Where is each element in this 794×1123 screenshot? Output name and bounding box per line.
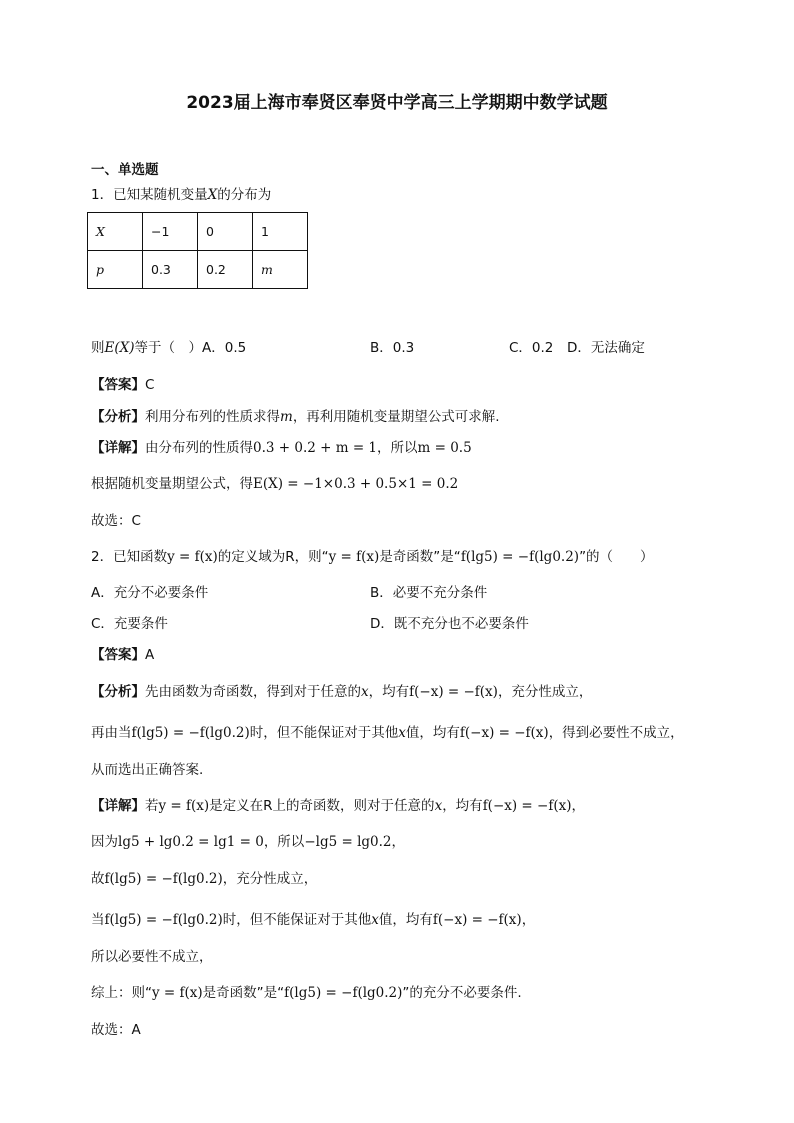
q1-analysis-var: m bbox=[280, 409, 293, 425]
q2-d4-math2: f(−x) = −f(x) bbox=[432, 912, 522, 928]
q2-d6-pre: 综上：则“ bbox=[91, 985, 152, 1001]
q2-a1-var: x bbox=[361, 684, 369, 700]
q2-d3-pre: 故 bbox=[91, 871, 105, 887]
q2-d6-post: ”的充分不必要条件. bbox=[402, 985, 522, 1001]
q2-stem-m1: y = f(x) bbox=[167, 549, 218, 565]
page-title: 2023届上海市奉贤区奉贤中学高三上学期期中数学试题 bbox=[186, 93, 608, 113]
q1-choose: 故选：C bbox=[91, 513, 141, 529]
q1-prompt-post: 等于（ ）A．0.5 bbox=[134, 340, 247, 356]
q2-detail-line4 bbox=[91, 910, 535, 930]
q1-prompt-math: E(X) bbox=[104, 340, 135, 356]
q2-d2-post: ， bbox=[391, 834, 405, 850]
q1-stem-post: 的分布为 bbox=[217, 187, 272, 203]
q2-stem-t3: ”的（ ） bbox=[579, 549, 654, 565]
table-cell: 0.2 bbox=[198, 251, 253, 289]
q1-line2-pre: 根据随机变量期望公式，得 bbox=[91, 476, 253, 492]
q2-a1-pre: 先由函数为奇函数，得到对于任意的 bbox=[145, 684, 361, 700]
q2-d2-math1: lg5 + lg0.2 = lg1 = 0 bbox=[118, 834, 264, 850]
detail-tag: 【详解】 bbox=[91, 798, 145, 814]
q2-d6-math2: f(lg5) = −f(lg0.2) bbox=[284, 985, 403, 1001]
q2-d4-var: x bbox=[371, 912, 379, 928]
q2-stem bbox=[91, 547, 654, 567]
q2-d2-math2: −lg5 = lg0.2 bbox=[304, 834, 392, 850]
q2-d1-pre: 若 bbox=[145, 798, 159, 814]
q2-d3-math: f(lg5) = −f(lg0.2) bbox=[104, 871, 223, 887]
q2-d1-math2: f(−x) = −f(x) bbox=[482, 798, 572, 814]
q1-detail-mid: ，所以 bbox=[377, 440, 418, 456]
q2-detail-line6 bbox=[91, 983, 522, 1003]
q2-d1-mid2: ，均有 bbox=[442, 798, 483, 814]
q2-stem-m2: y = f(x) bbox=[328, 549, 380, 565]
q2-answer bbox=[91, 645, 154, 665]
q1-analysis-pre: 利用分布列的性质求得 bbox=[145, 409, 280, 425]
q1-stem-pre: 1．已知某随机变量 bbox=[91, 187, 208, 203]
table-cell: 0 bbox=[198, 213, 253, 251]
q1-detail-math1: 0.3 + 0.2 + m = 1 bbox=[253, 440, 378, 456]
q1-stem bbox=[91, 185, 271, 205]
q2-d1-post: ， bbox=[571, 798, 585, 814]
q1-option-c: C．0.2 bbox=[509, 340, 554, 356]
q2-option-d: D．既不充分也不必要条件 bbox=[370, 616, 529, 632]
q2-choose: 故选：A bbox=[91, 1022, 141, 1038]
q2-a2-pre: 再由当 bbox=[91, 725, 132, 741]
table-cell: m bbox=[253, 251, 308, 289]
q2-stem-m3: f(lg5) = −f(lg0.2) bbox=[460, 549, 580, 565]
q2-detail-line3 bbox=[91, 869, 317, 889]
q1-answer-value: C bbox=[145, 377, 155, 393]
q2-detail-line1 bbox=[91, 796, 585, 816]
q1-detail bbox=[91, 438, 472, 458]
q2-analysis-line3: 从而选出正确答案. bbox=[91, 762, 204, 778]
q2-stem-t2: 是奇函数”是“ bbox=[379, 549, 461, 565]
q1-answer bbox=[91, 375, 154, 395]
distribution-table bbox=[87, 212, 308, 289]
q2-option-c: C．充要条件 bbox=[91, 616, 168, 632]
q2-a2-var: x bbox=[398, 725, 406, 741]
table-cell: 0.3 bbox=[143, 251, 198, 289]
q2-d2-pre: 因为 bbox=[91, 834, 118, 850]
q2-d2-mid: ，所以 bbox=[263, 834, 305, 850]
q2-stem-t1: 的定义域为R，则“ bbox=[217, 549, 329, 565]
q1-prompt bbox=[91, 338, 246, 358]
q1-detail-pre: 由分布列的性质得 bbox=[145, 440, 253, 456]
q2-option-a: A．充分不必要条件 bbox=[91, 585, 209, 601]
q2-option-b: B．必要不充分条件 bbox=[370, 585, 488, 601]
q2-answer-value: A bbox=[145, 647, 155, 663]
q2-d6-math1: y = f(x) bbox=[152, 985, 203, 1001]
q1-detail-math2: m = 0.5 bbox=[417, 440, 472, 456]
table-row bbox=[88, 251, 308, 289]
q2-d4-mid2: 值，均有 bbox=[378, 912, 433, 928]
q2-stem-pre: 2．已知函数 bbox=[91, 549, 168, 565]
analysis-tag: 【分析】 bbox=[91, 409, 145, 425]
q1-option-b: B．0.3 bbox=[370, 340, 415, 356]
q2-d1-math: y = f(x) bbox=[158, 798, 210, 814]
table-row bbox=[88, 213, 308, 251]
q1-detail-line2 bbox=[91, 474, 458, 494]
q2-detail-line5: 所以必要性不成立， bbox=[91, 949, 213, 965]
q2-analysis-line2 bbox=[91, 723, 684, 743]
q1-line2-math: E(X) = −1×0.3 + 0.5×1 = 0.2 bbox=[253, 476, 459, 492]
q2-a1-math: f(−x) = −f(x) bbox=[409, 684, 498, 700]
q2-d1-var: x bbox=[434, 798, 443, 814]
analysis-tag: 【分析】 bbox=[91, 684, 145, 700]
table-cell: −1 bbox=[143, 213, 198, 251]
q2-a2-mid2: 值，均有 bbox=[405, 725, 460, 741]
q2-a1-post: ，充分性成立， bbox=[497, 684, 593, 700]
q2-a1-mid: ，均有 bbox=[368, 684, 410, 700]
q1-option-d: D．无法确定 bbox=[567, 340, 645, 356]
q1-stem-var: X bbox=[207, 187, 218, 203]
q2-d4-pre: 当 bbox=[91, 912, 105, 928]
table-cell: X bbox=[88, 213, 143, 251]
q2-d6-mid: 是奇函数”是“ bbox=[202, 985, 285, 1001]
q2-analysis-line1 bbox=[91, 682, 592, 702]
answer-tag: 【答案】 bbox=[91, 647, 145, 663]
q2-d4-math1: f(lg5) = −f(lg0.2) bbox=[104, 912, 223, 928]
q1-analysis bbox=[91, 407, 500, 427]
table-cell: 1 bbox=[253, 213, 308, 251]
q2-a2-mid: 时，但不能保证对于其他 bbox=[249, 725, 399, 741]
q2-d4-mid: 时，但不能保证对于其他 bbox=[222, 912, 372, 928]
q2-d4-post: ， bbox=[521, 912, 536, 928]
q2-d3-post: ，充分性成立， bbox=[222, 871, 318, 887]
detail-tag: 【详解】 bbox=[91, 440, 145, 456]
q2-detail-line2 bbox=[91, 832, 405, 852]
q1-prompt-pre: 则 bbox=[91, 340, 105, 356]
q2-a2-post: ，得到必要性不成立， bbox=[548, 725, 684, 741]
q2-a2-math2: f(−x) = −f(x) bbox=[459, 725, 549, 741]
q2-a2-math1: f(lg5) = −f(lg0.2) bbox=[131, 725, 250, 741]
answer-tag: 【答案】 bbox=[91, 377, 145, 393]
q2-d1-mid: 是定义在R上的奇函数，则对于任意的 bbox=[209, 798, 435, 814]
table-cell: p bbox=[88, 251, 143, 289]
q1-analysis-post: ，再利用随机变量期望公式可求解. bbox=[292, 409, 500, 425]
section-heading: 一、单选题 bbox=[91, 162, 159, 178]
